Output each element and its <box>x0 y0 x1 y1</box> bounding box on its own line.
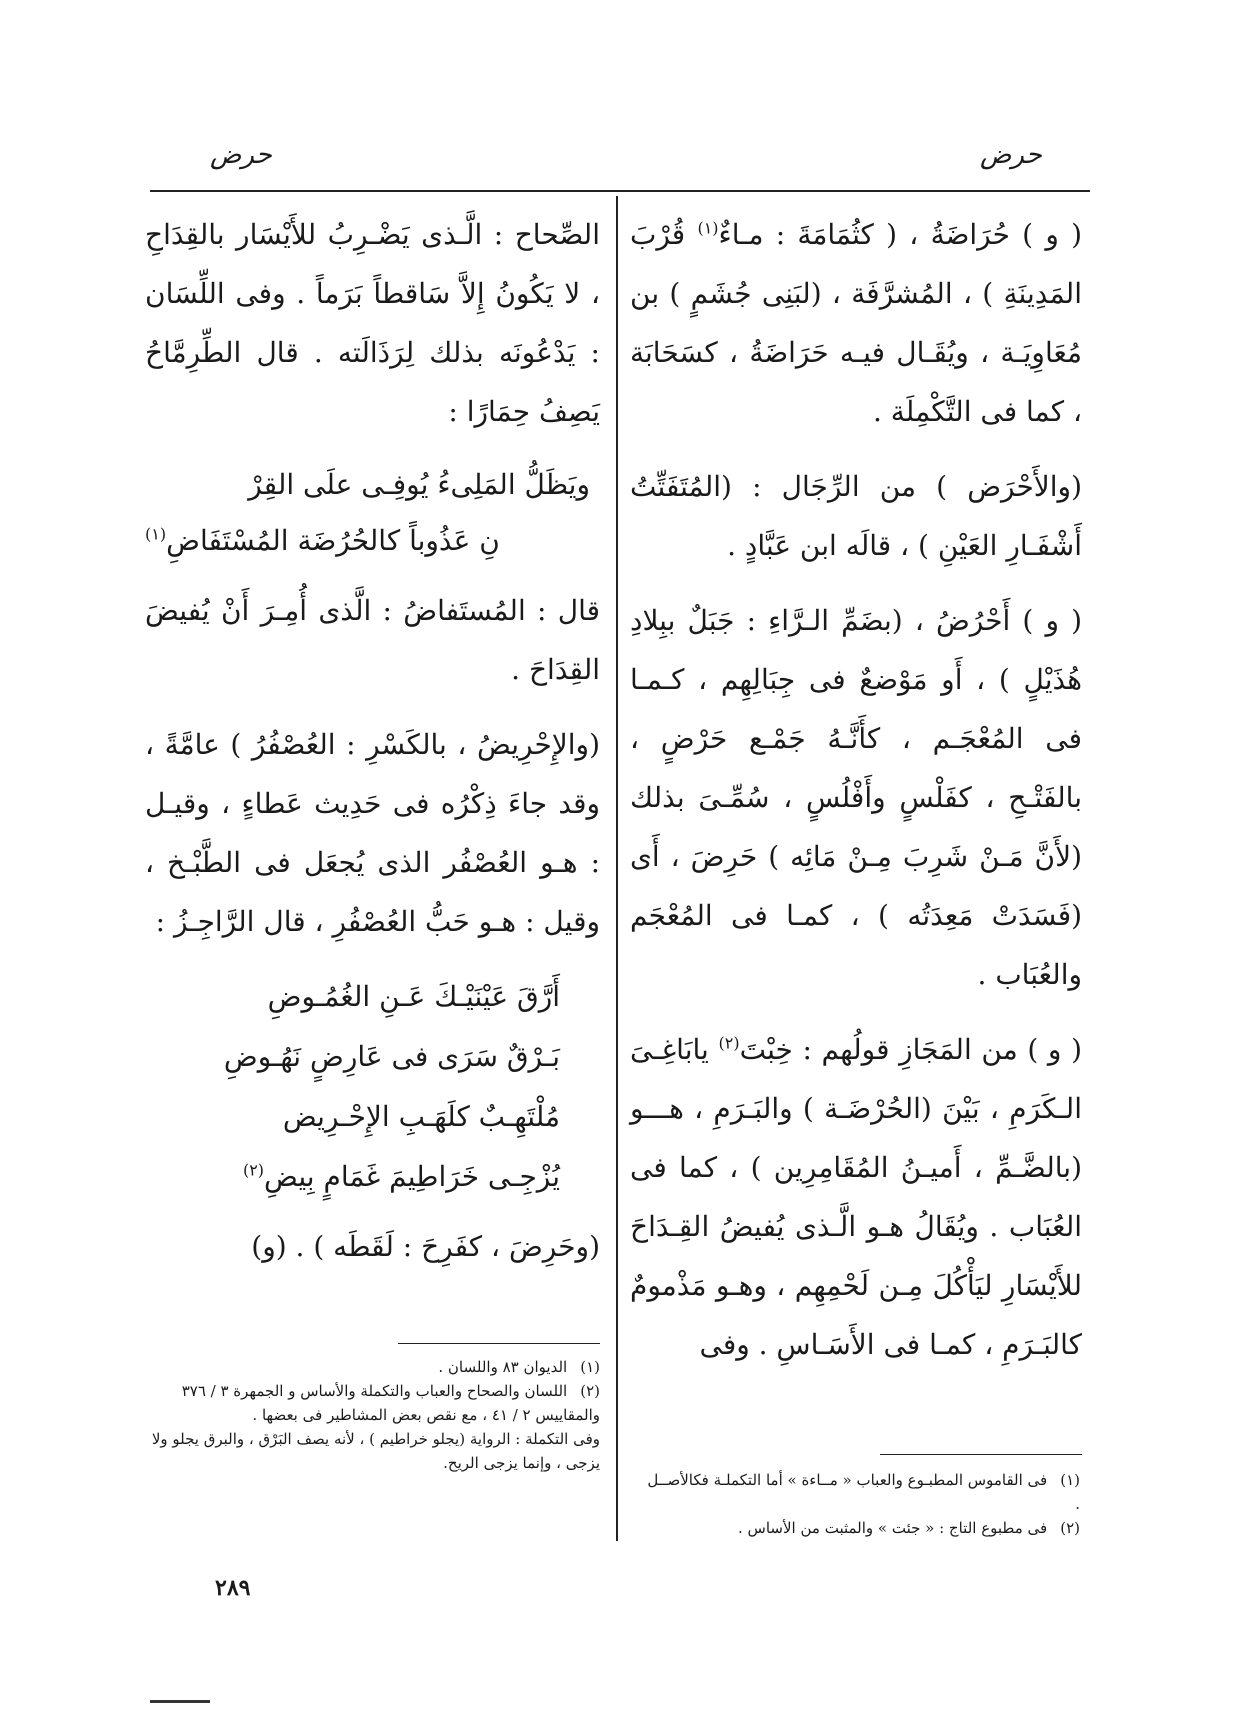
entry-text: ( و ) من المَجَازِ قولُهم : خِبْتَ <box>739 1033 1083 1066</box>
entry-harida: (وحَرِضَ ، كفَرِحَ : لَقَطَه ) . (و) <box>251 1230 600 1263</box>
footnote <box>150 1355 600 1379</box>
footnote-number: (٢) <box>1060 1519 1080 1537</box>
entry-ihrid: (والإِحْرِيضُ ، بالكَسْرِ : العُصْفُرُ ) عامَّةً ، وقد جاءَ ذِكْرُه فى حَدِيث عَطاءٍ ، وقيـل : هـو العُصْفُر الذى يُجعَل فى الطَّبْـخ ، وقيل : هـو حَبُّ العُصْفُرِ ، قال الرَّاجِـزُ : <box>145 728 600 938</box>
poem-line: بَـرْقٌ سَرَى فى عَارِضٍ نَهُـوضِ <box>223 1040 560 1073</box>
footnote <box>150 1427 600 1475</box>
left-column <box>145 205 600 1292</box>
entry-text: ( و ) حُرَاضَةُ ، ( كثُمَامَةَ : مـاءٌ <box>718 218 1083 251</box>
footnote-rule-left <box>398 1343 600 1344</box>
verse-second-hemistich <box>145 513 600 569</box>
footnote-ref: (١) <box>145 524 167 544</box>
entry-ahrud <box>630 591 1082 1004</box>
footnote-rule-right <box>880 1454 1082 1455</box>
footnote <box>640 1516 1080 1540</box>
poem-line <box>145 1147 560 1207</box>
entry-text-cont: قُرْبَ المَدِينَةِ ) ، المُشرَّفَة ، (لبَنِى جُشَمٍ ) بن مُعَاوِيَـة ، ويُقَـال فيـه حَرَاضَةُ ، كسَحَابَة ، كما فى التَّكْمِلَة . <box>630 218 1082 428</box>
footnotes-left <box>150 1355 600 1475</box>
footnote-number: (١) <box>580 1358 600 1376</box>
poem-line: أَرَّقَ عَيْنَيْـكَ عَـنِ الغُمُـوضِ <box>267 980 560 1013</box>
entry-ahrad <box>630 457 1082 575</box>
entry-text-cont: يابَاغِـىَ الـكَرَمِ ، بَيْنَ (الحُرْضَـة ) والبَـرَمِ ، هـــو (بالضَّـمِّ ، أَميـنُ المُقَامِرِين ) ، كما فى العُبَاب . ويُقَالُ هـو الَّـذى يُفيضُ القِـدَاحَ للأَيْسَارِ ليَأْكُلَ مِـن لَحْمِهِم ، وهـو مَذْمومٌ كالبَـرَمِ ، كمـا فى الأَسَـاسِ . وفى <box>630 1033 1082 1361</box>
footnote-text: اللسان والصحاح والعباب والتكملة والأساس و الجمهرة ٣ / ٣٧٦ والمقاييس ٢ / ٤١ ، مع نقص بعض المشاطير فى بعضها . <box>181 1382 600 1424</box>
entry-text: ( و ) أَحْرُضُ ، (بضَمِّ الـرَّاءِ : جَبَلٌ ببِلادِ هُذَيْلٍ ) ، أَو مَوْضعٌ فى جِبَالِهِم ، كـمـا فى المُعْجَـم ، كأَنَّـهُ جَمْـع حَرْضٍ ، بالفَتْـحِ ، كفَلْسٍ وأَفْلُسٍ ، سُمِّـىَ بذلك (لأَنَّ مَـنْ شَرِبَ مِـنْ مَائِه ) حَرِضَ ، أَى (فَسَدَتْ مَعِدَتُه ) ، كمـا فى المُعْجَم والعُبَاب . <box>630 604 1082 991</box>
poem-line: مُلْتَهِـبٌ كلَهَـبِ الإِحْـرِيض <box>282 1100 560 1133</box>
footnote-ref: (٢) <box>242 1160 265 1180</box>
running-head-left: حرض <box>210 140 272 170</box>
entry-text: (والأَحْرَض ) من الرِّجَال : (المُتَفَتِّتُ أَشْفَـارِ العَيْنِ ) ، قالَه ابن عَبَّادٍ . <box>630 470 1082 562</box>
poem-text: يُزْجِـى خَرَاطِيمَ غَمَامٍ بِيضِ <box>264 1160 560 1193</box>
verse-first-hemistich: ويَظَلُّ المَلِىءُ يُوفِـى علَى القِرْ <box>248 468 590 501</box>
entry-majaz <box>630 1020 1082 1374</box>
paragraph-mustafad: قال : المُستَفاضُ : الَّذى أُمِـرَ أَنْ يُفيضَ القِدَاحَ . <box>145 594 600 686</box>
entry-hurada <box>630 205 1082 441</box>
footnote-number: (٢) <box>580 1382 600 1400</box>
footnote-number: (١) <box>1060 1471 1080 1489</box>
footnote <box>150 1379 600 1427</box>
bottom-cut-mark <box>150 1700 210 1703</box>
verse-text: نِ عَذُوباً كالحُرُضَة المُسْتَفَاضِ <box>166 524 500 557</box>
rajaz-poem <box>145 967 600 1207</box>
verse-tirimmah <box>145 457 600 569</box>
paragraph-sihah: الصِّحاح : الَّـذى يَضْـرِبُ للأَيْسَار بالقِدَاحِ ، لا يَكُونُ إِلاَّ سَاقطاً بَرَماً . وفى اللِّسَان : يَدْعُونَه بذلك لِرَذَالَته . قال الطِّرِمَّاحُ يَصِفُ حِمَارًا : <box>145 218 600 428</box>
footnote-text: وفى التكملة : الرواية (يجلو خراطيم ) ، لأنه يصف البَرْق ، والبرق يجلو ولا يزجى ، وإنما يزجى الريح. <box>151 1430 600 1472</box>
footnotes-right <box>640 1468 1080 1540</box>
footnote-ref: (٢) <box>718 1033 740 1053</box>
running-head-right: حرض <box>980 140 1042 170</box>
header-rule <box>150 190 1090 192</box>
footnote-text: فى القاموس المطبـوع والعباب « مــاءة » أما التكملـة فكالأصــل . <box>647 1471 1080 1513</box>
footnote-text: الديوان ٨٣ واللسان . <box>438 1358 568 1376</box>
right-column <box>630 205 1082 1390</box>
page-number: ٢٨٩ <box>215 1575 251 1601</box>
footnote-text: فى مطبوع التاج : « جئت » والمثبت من الأساس . <box>738 1519 1048 1537</box>
footnote <box>640 1468 1080 1516</box>
column-divider <box>616 196 618 1541</box>
footnote-ref: (١) <box>697 218 719 238</box>
